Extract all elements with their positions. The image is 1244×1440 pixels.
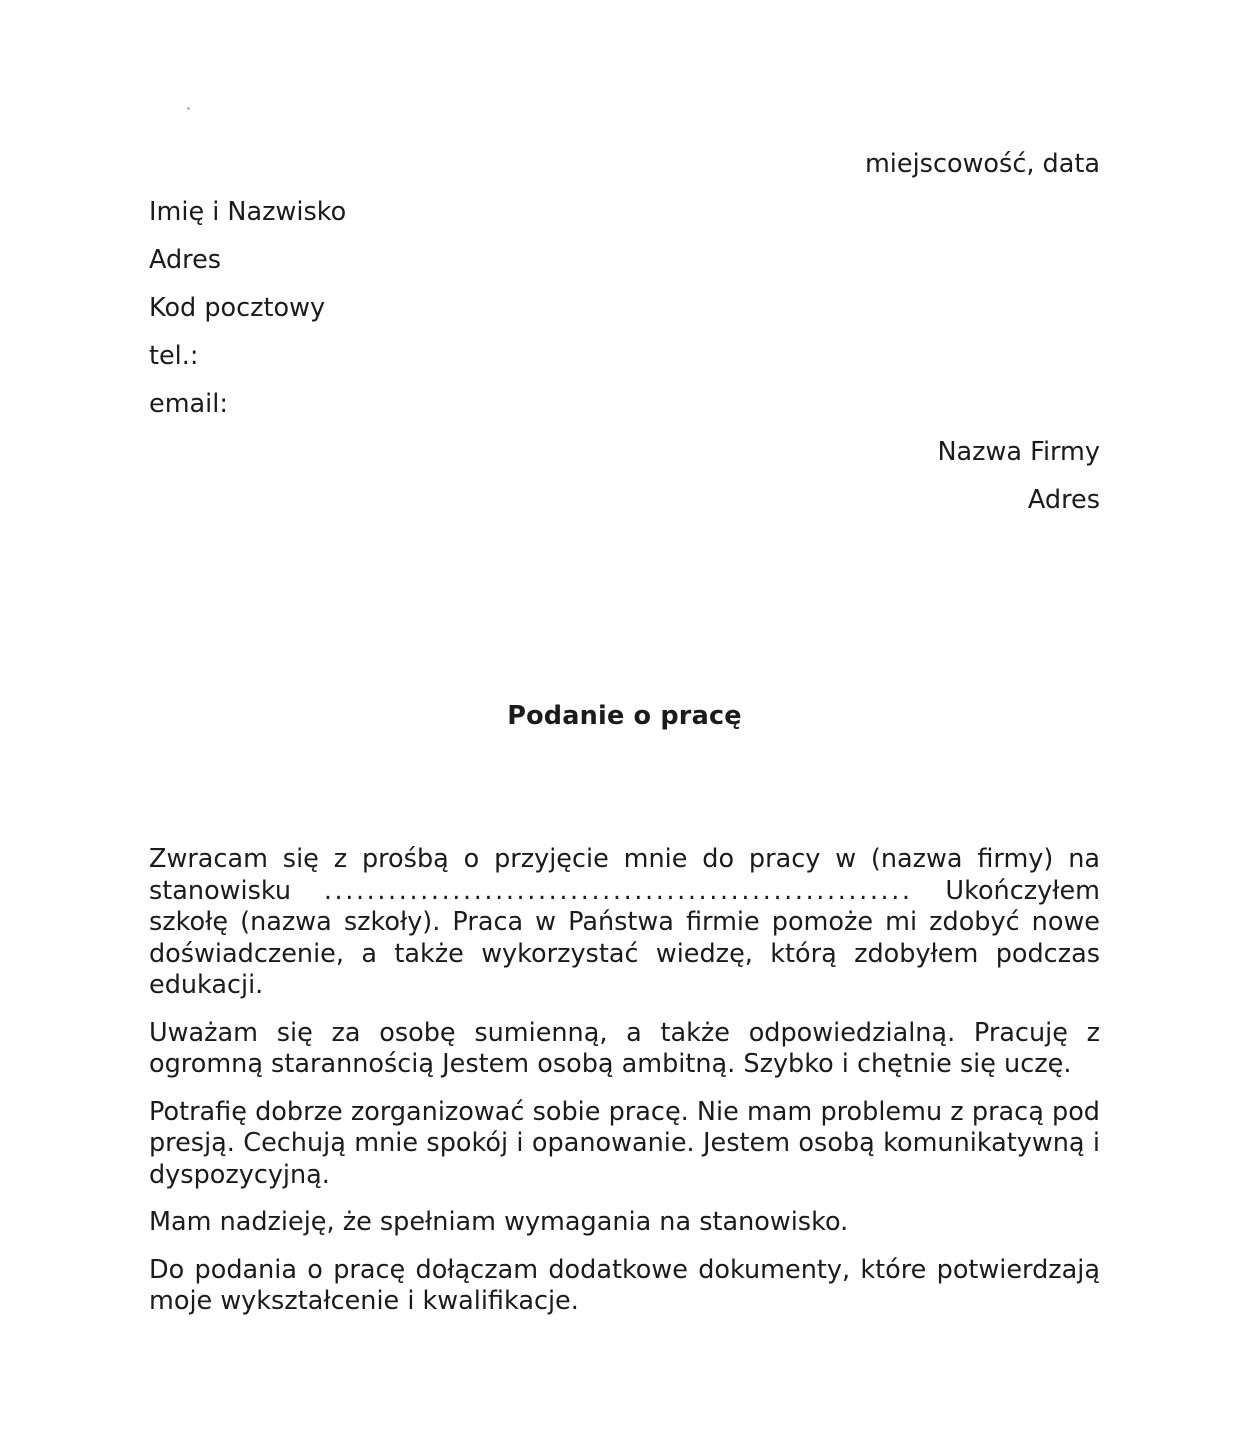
sender-postal-label: Kod pocztowy — [149, 293, 326, 323]
sender-block — [149, 188, 1100, 428]
document-content — [149, 0, 1100, 1318]
sender-address-label: Adres — [149, 245, 222, 275]
recipient-company-label: Nazwa Firmy — [937, 437, 1100, 467]
paragraph-traits: Uważam się za osobę sumienną, a także odpowiedzialną. Pracuję z ogromną starannością Jestem osobą ambitną. Szybko i chętnie się uczę. — [149, 1017, 1100, 1079]
page-title: Podanie o pracę — [507, 701, 742, 731]
top-spacer — [149, 0, 1100, 140]
intro-text-before-blank: Zwracam się z prośbą o przyjęcie mnie do pracy w (nazwa firmy) na stanowisku — [149, 844, 1100, 906]
paragraph-hope: Mam nadzieję, że spełniam wymagania na stanowisko. — [149, 1207, 849, 1237]
paragraph-organization: Potrafię dobrze zorganizować sobie pracę. Nie mam problemu z pracą pod presją. Cechują mnie spokój i opanowanie. Jestem osobą komunikatywną i dyspozycyjną. — [149, 1096, 1100, 1190]
recipient-block — [149, 428, 1100, 524]
sender-email-label: email: — [149, 389, 228, 419]
sender-name-label: Imię i Nazwisko — [149, 197, 347, 227]
recipient-address-label: Adres — [1027, 485, 1100, 515]
dotted-blank-line: ....................................................... — [323, 875, 913, 906]
date-line: miejscowość, data — [864, 149, 1100, 179]
sender-phone-label: tel.: — [149, 341, 199, 371]
paragraph-attachments: Do podania o pracę dołączam dodatkowe dokumenty, które potwierdzają moje wykształcenie i kwalifikacje. — [149, 1254, 1100, 1316]
letter-body — [149, 844, 1100, 1318]
title-row — [149, 701, 1100, 731]
intro-text-after-blank: Ukończyłem szkołę (nazwa szkoły). Praca w Państwa firmie pomoże mi zdobyć nowe doświadczenie, a także wykorzystać wiedzę, którą zdobyłem podczas edukacji. — [149, 875, 1100, 1000]
paragraph-intro — [149, 844, 1100, 1002]
